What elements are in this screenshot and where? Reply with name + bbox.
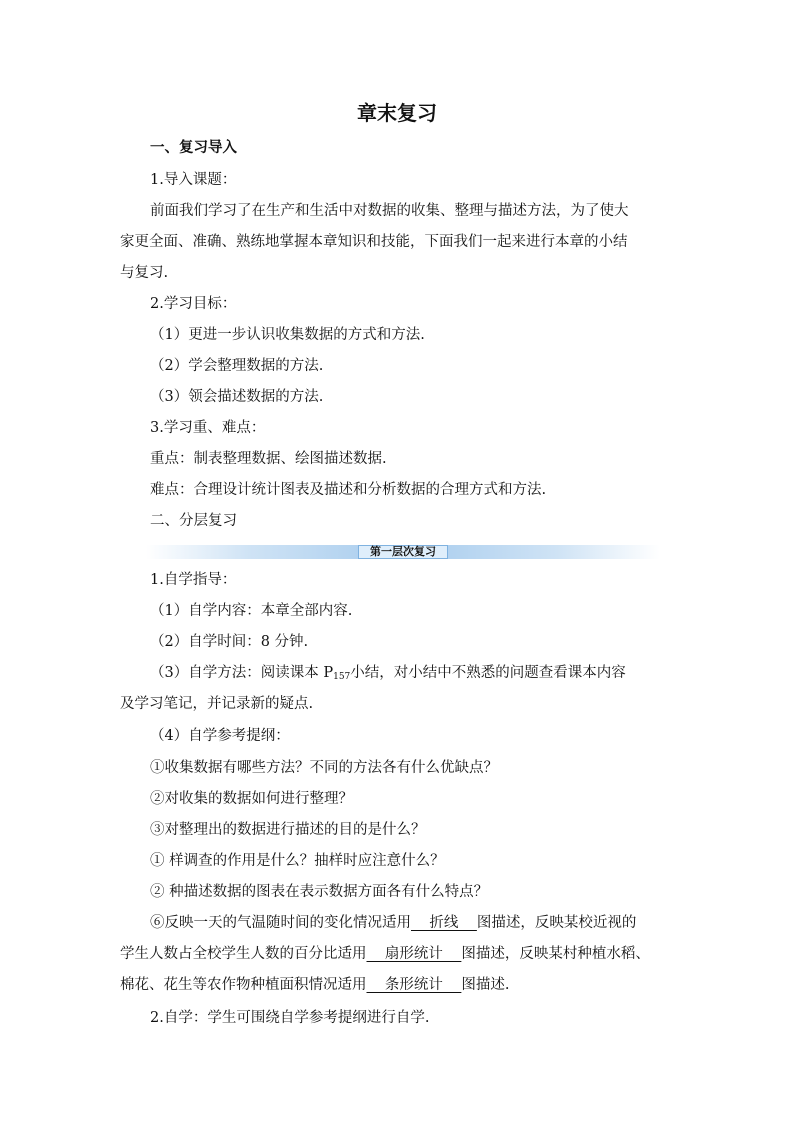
guide-label: 1.自学指导： bbox=[150, 572, 237, 588]
key-point: 重点：制表整理数据、绘图描述数据. bbox=[150, 451, 387, 467]
guide-item-3-continued: 及学习笔记，并记录新的疑点. bbox=[120, 696, 314, 712]
q6-answer-pie-chart: 扇形统计 bbox=[366, 946, 462, 962]
q6-text-f: 图描述. bbox=[461, 977, 510, 993]
guide-item-3 bbox=[150, 663, 626, 687]
outline-question-6-line-1 bbox=[150, 913, 636, 933]
intro-paragraph-line-2: 家更全面、准确、熟练地掌握本章知识和技能，下面我们一起来进行本章的小结 bbox=[120, 234, 628, 250]
guide-item-4: （4）自学参考提纲： bbox=[150, 728, 290, 744]
q6-text-e: 棉花、花生等农作物种植面积情况适用 bbox=[120, 977, 367, 993]
outline-question-3: ③对整理出的数据进行描述的目的是什么？ bbox=[150, 822, 426, 838]
outline-question-6-line-3 bbox=[120, 975, 509, 995]
q6-text-b: 图描述，反映某校近视的 bbox=[476, 915, 637, 931]
guide-item-3-page-number: 157 bbox=[333, 672, 351, 682]
q6-text-c: 学生人数占全校学生人数的百分比适用 bbox=[120, 946, 367, 962]
q6-answer-line-chart: 折线 bbox=[411, 915, 477, 931]
page-title: 章末复习 bbox=[357, 101, 437, 125]
intro-paragraph-line-1: 前面我们学习了在生产和生活中对数据的收集、整理与描述方法，为了使大 bbox=[150, 203, 629, 219]
outline-question-1: ①收集数据有哪些方法？不同的方法各有什么优缺点？ bbox=[150, 760, 498, 776]
goal-item-2: （2）学会整理数据的方法. bbox=[150, 358, 324, 374]
guide-item-3-text-b: 小结，对小结中不熟悉的问题查看课本内容 bbox=[350, 665, 626, 681]
section-heading-review-intro: 一、复习导入 bbox=[150, 140, 237, 156]
difficult-point: 难点：合理设计统计图表及描述和分析数据的合理方式和方法. bbox=[150, 482, 547, 498]
goals-label: 2.学习目标： bbox=[150, 296, 237, 312]
guide-item-1: （1）自学内容：本章全部内容. bbox=[150, 603, 353, 619]
outline-question-4: ① 样调查的作用是什么？抽样时应注意什么？ bbox=[150, 853, 445, 869]
guide-item-2: （2）自学时间：8 分钟. bbox=[150, 634, 309, 650]
goal-item-1: （1）更进一步认识收集数据的方式和方法. bbox=[150, 327, 425, 343]
guide-item-3-text-a: （3）自学方法：阅读课本 P bbox=[150, 665, 334, 681]
section-heading-layered-review: 二、分层复习 bbox=[150, 513, 237, 529]
outline-question-2: ②对收集的数据如何进行整理？ bbox=[150, 791, 353, 807]
q6-text-d: 图描述，反映某村种植水稻、 bbox=[461, 946, 650, 962]
intro-paragraph-line-3: 与复习. bbox=[120, 265, 169, 281]
q6-text-a: ⑥反映一天的气温随时间的变化情况适用 bbox=[150, 915, 411, 931]
section-banner-label: 第一层次复习 bbox=[358, 545, 448, 559]
key-points-label: 3.学习重、难点： bbox=[150, 420, 266, 436]
self-study-instruction: 2.自学：学生可围绕自学参考提纲进行自学. bbox=[150, 1010, 430, 1026]
outline-question-5: ② 种描述数据的图表在表示数据方面各有什么特点？ bbox=[150, 884, 489, 900]
goal-item-3: （3）领会描述数据的方法. bbox=[150, 389, 324, 405]
intro-label: 1.导入课题： bbox=[150, 172, 237, 188]
q6-answer-bar-chart: 条形统计 bbox=[366, 977, 462, 993]
outline-question-6-line-2 bbox=[120, 944, 650, 964]
